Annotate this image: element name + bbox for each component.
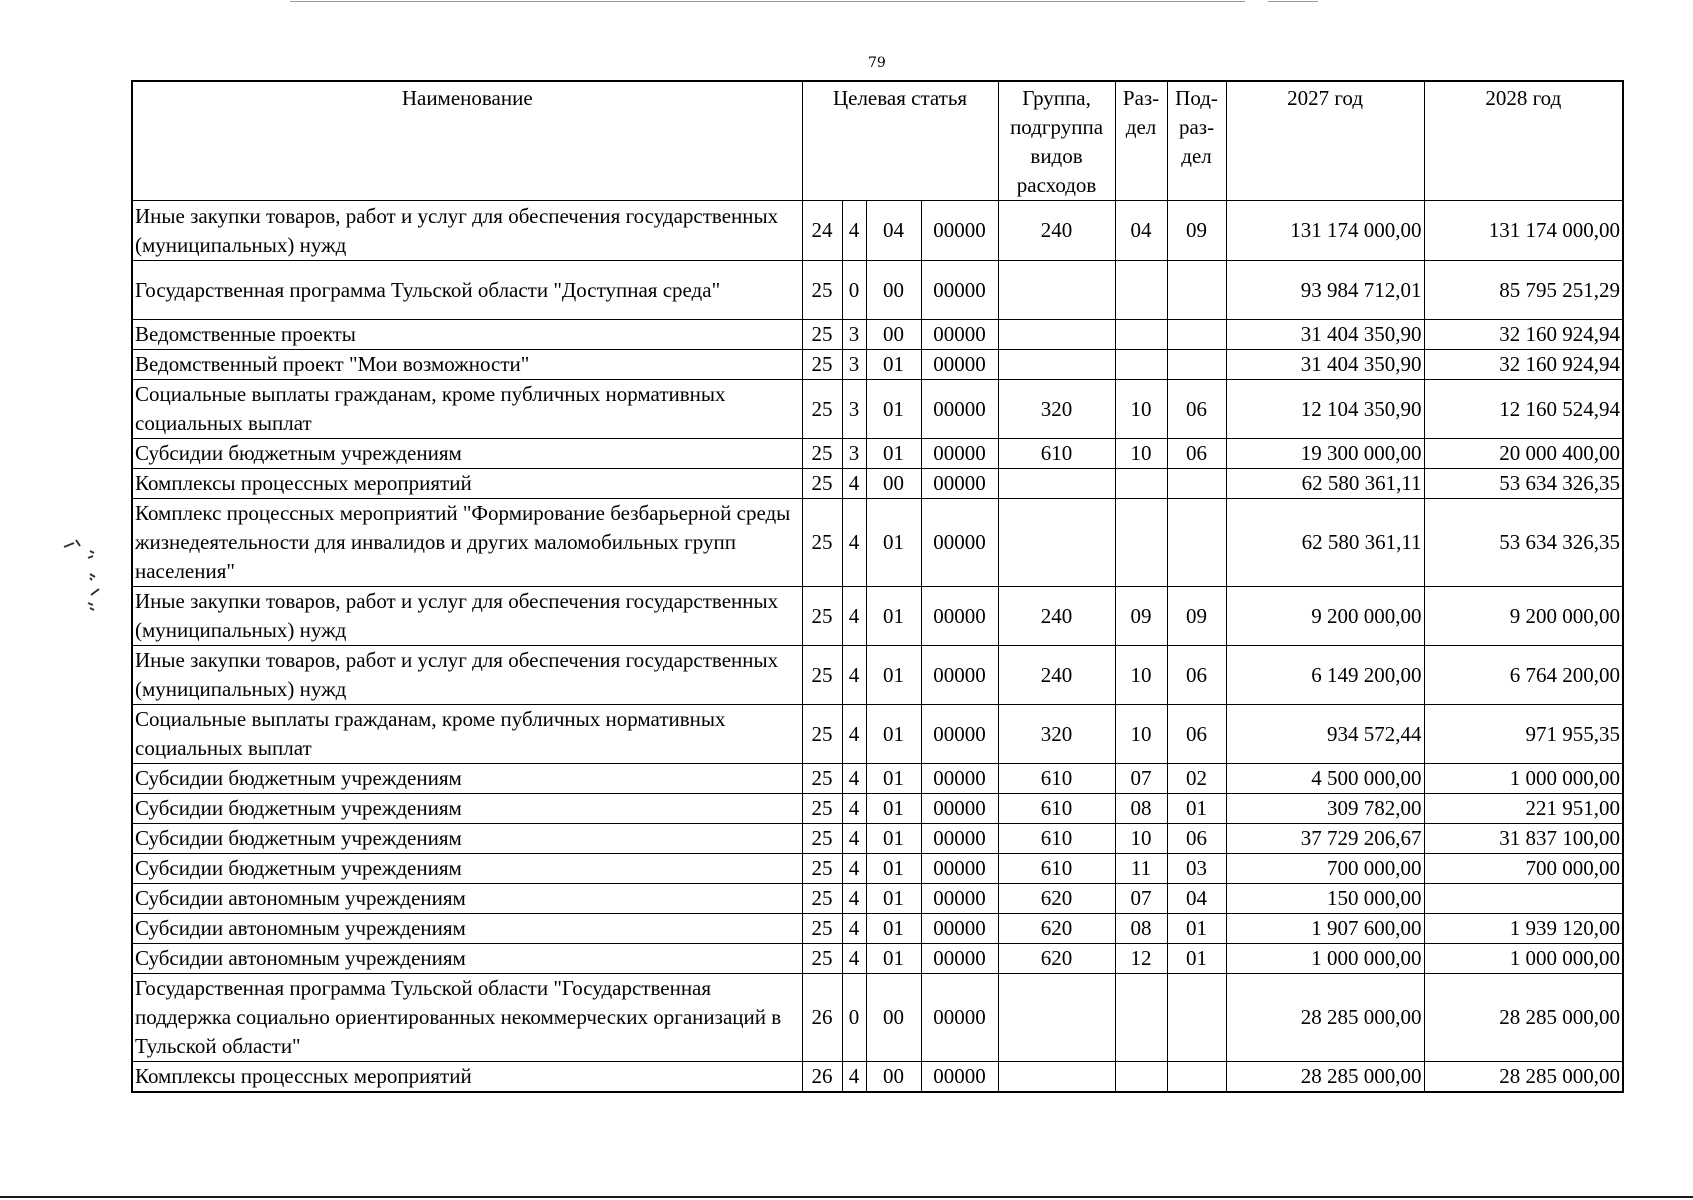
expense-group bbox=[998, 350, 1115, 380]
amount-2027: 1 907 600,00 bbox=[1226, 914, 1424, 944]
target-code-1: 25 bbox=[802, 764, 842, 794]
expense-group bbox=[998, 469, 1115, 499]
target-code-1: 25 bbox=[802, 439, 842, 469]
expense-group bbox=[998, 499, 1115, 587]
amount-2027: 28 285 000,00 bbox=[1226, 1062, 1424, 1093]
target-code-1: 26 bbox=[802, 974, 842, 1062]
target-code-3: 01 bbox=[866, 350, 921, 380]
amount-2027: 93 984 712,01 bbox=[1226, 261, 1424, 320]
table-row bbox=[132, 1062, 1623, 1093]
target-code-3: 01 bbox=[866, 439, 921, 469]
amount-2027: 9 200 000,00 bbox=[1226, 587, 1424, 646]
expense-group: 240 bbox=[998, 646, 1115, 705]
target-code-3: 01 bbox=[866, 380, 921, 439]
row-name: Субсидии бюджетным учреждениям bbox=[132, 824, 802, 854]
target-code-4: 00000 bbox=[921, 499, 998, 587]
budget-table-wrapper bbox=[131, 80, 1622, 1093]
section: 11 bbox=[1115, 854, 1167, 884]
table-row bbox=[132, 794, 1623, 824]
amount-2028: 28 285 000,00 bbox=[1424, 974, 1623, 1062]
table-row bbox=[132, 201, 1623, 261]
amount-2027: 131 174 000,00 bbox=[1226, 201, 1424, 261]
section: 07 bbox=[1115, 764, 1167, 794]
amount-2027: 6 149 200,00 bbox=[1226, 646, 1424, 705]
row-name: Субсидии бюджетным учреждениям bbox=[132, 854, 802, 884]
bottom-scan-rule bbox=[0, 1196, 1693, 1198]
top-scan-rule-short bbox=[1268, 1, 1318, 2]
target-code-4: 00000 bbox=[921, 320, 998, 350]
row-name: Субсидии бюджетным учреждениям bbox=[132, 794, 802, 824]
amount-2027: 31 404 350,90 bbox=[1226, 350, 1424, 380]
target-code-3: 00 bbox=[866, 320, 921, 350]
target-code-3: 00 bbox=[866, 1062, 921, 1093]
table-row bbox=[132, 380, 1623, 439]
subsection: 06 bbox=[1167, 705, 1226, 764]
amount-2027: 934 572,44 bbox=[1226, 705, 1424, 764]
subsection bbox=[1167, 974, 1226, 1062]
amount-2028: 1 000 000,00 bbox=[1424, 944, 1623, 974]
target-code-4: 00000 bbox=[921, 646, 998, 705]
row-name: Иные закупки товаров, работ и услуг для обеспечения государственных (муниципальных) нужд bbox=[132, 646, 802, 705]
expense-group: 610 bbox=[998, 854, 1115, 884]
amount-2028: 131 174 000,00 bbox=[1424, 201, 1623, 261]
header-name: Наименование bbox=[132, 81, 802, 201]
target-code-2: 4 bbox=[842, 884, 866, 914]
amount-2027: 309 782,00 bbox=[1226, 794, 1424, 824]
section: 10 bbox=[1115, 705, 1167, 764]
section: 10 bbox=[1115, 646, 1167, 705]
target-code-3: 01 bbox=[866, 499, 921, 587]
target-code-2: 0 bbox=[842, 974, 866, 1062]
expense-group: 620 bbox=[998, 914, 1115, 944]
target-code-3: 01 bbox=[866, 944, 921, 974]
amount-2028: 53 634 326,35 bbox=[1424, 499, 1623, 587]
expense-group: 320 bbox=[998, 705, 1115, 764]
target-code-1: 25 bbox=[802, 646, 842, 705]
subsection: 02 bbox=[1167, 764, 1226, 794]
table-row bbox=[132, 350, 1623, 380]
section bbox=[1115, 974, 1167, 1062]
target-code-3: 01 bbox=[866, 705, 921, 764]
target-code-1: 25 bbox=[802, 587, 842, 646]
target-code-3: 00 bbox=[866, 261, 921, 320]
section bbox=[1115, 469, 1167, 499]
target-code-2: 3 bbox=[842, 380, 866, 439]
target-code-3: 04 bbox=[866, 201, 921, 261]
table-row bbox=[132, 824, 1623, 854]
target-code-1: 25 bbox=[802, 261, 842, 320]
target-code-2: 4 bbox=[842, 824, 866, 854]
subsection: 06 bbox=[1167, 824, 1226, 854]
section bbox=[1115, 261, 1167, 320]
target-code-2: 4 bbox=[842, 499, 866, 587]
target-code-2: 3 bbox=[842, 439, 866, 469]
section bbox=[1115, 1062, 1167, 1093]
row-name: Субсидии бюджетным учреждениям bbox=[132, 439, 802, 469]
subsection: 03 bbox=[1167, 854, 1226, 884]
target-code-4: 00000 bbox=[921, 794, 998, 824]
subsection bbox=[1167, 350, 1226, 380]
target-code-4: 00000 bbox=[921, 201, 998, 261]
target-code-3: 01 bbox=[866, 794, 921, 824]
target-code-4: 00000 bbox=[921, 824, 998, 854]
amount-2027: 1 000 000,00 bbox=[1226, 944, 1424, 974]
amount-2028: 971 955,35 bbox=[1424, 705, 1623, 764]
header-subsection: Под-раз-дел bbox=[1167, 81, 1226, 201]
row-name: Субсидии автономным учреждениям bbox=[132, 884, 802, 914]
expense-group: 610 bbox=[998, 764, 1115, 794]
target-code-4: 00000 bbox=[921, 705, 998, 764]
table-row bbox=[132, 261, 1623, 320]
target-code-4: 00000 bbox=[921, 587, 998, 646]
target-code-2: 4 bbox=[842, 469, 866, 499]
section: 10 bbox=[1115, 824, 1167, 854]
target-code-2: 4 bbox=[842, 764, 866, 794]
expense-group bbox=[998, 261, 1115, 320]
section: 07 bbox=[1115, 884, 1167, 914]
target-code-2: 4 bbox=[842, 201, 866, 261]
expense-group: 240 bbox=[998, 201, 1115, 261]
amount-2027: 37 729 206,67 bbox=[1226, 824, 1424, 854]
target-code-4: 00000 bbox=[921, 380, 998, 439]
amount-2027: 700 000,00 bbox=[1226, 854, 1424, 884]
table-row bbox=[132, 439, 1623, 469]
amount-2027: 28 285 000,00 bbox=[1226, 974, 1424, 1062]
target-code-2: 4 bbox=[842, 914, 866, 944]
amount-2027: 62 580 361,11 bbox=[1226, 499, 1424, 587]
section: 09 bbox=[1115, 587, 1167, 646]
target-code-2: 3 bbox=[842, 320, 866, 350]
target-code-1: 25 bbox=[802, 794, 842, 824]
table-row bbox=[132, 587, 1623, 646]
table-row bbox=[132, 764, 1623, 794]
table-row bbox=[132, 499, 1623, 587]
amount-2028: 32 160 924,94 bbox=[1424, 350, 1623, 380]
amount-2028: 9 200 000,00 bbox=[1424, 587, 1623, 646]
expense-group: 240 bbox=[998, 587, 1115, 646]
row-name: Иные закупки товаров, работ и услуг для обеспечения государственных (муниципальных) нужд bbox=[132, 201, 802, 261]
section: 04 bbox=[1115, 201, 1167, 261]
amount-2027: 4 500 000,00 bbox=[1226, 764, 1424, 794]
target-code-1: 25 bbox=[802, 350, 842, 380]
target-code-4: 00000 bbox=[921, 974, 998, 1062]
target-code-3: 00 bbox=[866, 974, 921, 1062]
section: 08 bbox=[1115, 794, 1167, 824]
page-number: 79 bbox=[868, 55, 886, 71]
table-row bbox=[132, 974, 1623, 1062]
row-name: Ведомственные проекты bbox=[132, 320, 802, 350]
row-name: Субсидии автономным учреждениям bbox=[132, 944, 802, 974]
subsection: 01 bbox=[1167, 914, 1226, 944]
header-target-article: Целевая статья bbox=[802, 81, 998, 201]
row-name: Комплексы процессных мероприятий bbox=[132, 469, 802, 499]
table-row bbox=[132, 646, 1623, 705]
target-code-3: 00 bbox=[866, 469, 921, 499]
target-code-4: 00000 bbox=[921, 764, 998, 794]
target-code-1: 26 bbox=[802, 1062, 842, 1093]
subsection bbox=[1167, 499, 1226, 587]
target-code-1: 25 bbox=[802, 320, 842, 350]
amount-2027: 19 300 000,00 bbox=[1226, 439, 1424, 469]
subsection: 01 bbox=[1167, 794, 1226, 824]
expense-group: 610 bbox=[998, 439, 1115, 469]
expense-group bbox=[998, 1062, 1115, 1093]
target-code-3: 01 bbox=[866, 854, 921, 884]
target-code-1: 25 bbox=[802, 884, 842, 914]
table-header-row bbox=[132, 81, 1623, 201]
amount-2028: 700 000,00 bbox=[1424, 854, 1623, 884]
row-name: Комплекс процессных мероприятий "Формирование безбарьерной среды жизнедеятельности для инвалидов и других маломобильных групп населения" bbox=[132, 499, 802, 587]
section: 10 bbox=[1115, 439, 1167, 469]
row-name: Государственная программа Тульской области "Доступная среда" bbox=[132, 261, 802, 320]
subsection: 01 bbox=[1167, 944, 1226, 974]
subsection: 09 bbox=[1167, 587, 1226, 646]
target-code-4: 00000 bbox=[921, 1062, 998, 1093]
target-code-2: 0 bbox=[842, 261, 866, 320]
subsection: 06 bbox=[1167, 380, 1226, 439]
table-row bbox=[132, 884, 1623, 914]
row-name: Социальные выплаты гражданам, кроме публичных нормативных социальных выплат bbox=[132, 705, 802, 764]
target-code-2: 4 bbox=[842, 794, 866, 824]
header-year-2028: 2028 год bbox=[1424, 81, 1623, 201]
target-code-4: 00000 bbox=[921, 914, 998, 944]
target-code-1: 25 bbox=[802, 380, 842, 439]
target-code-4: 00000 bbox=[921, 439, 998, 469]
target-code-3: 01 bbox=[866, 764, 921, 794]
subsection: 09 bbox=[1167, 201, 1226, 261]
target-code-1: 25 bbox=[802, 824, 842, 854]
table-row bbox=[132, 705, 1623, 764]
subsection: 06 bbox=[1167, 439, 1226, 469]
amount-2028: 6 764 200,00 bbox=[1424, 646, 1623, 705]
target-code-4: 00000 bbox=[921, 944, 998, 974]
expense-group: 320 bbox=[998, 380, 1115, 439]
budget-table bbox=[131, 80, 1624, 1093]
table-row bbox=[132, 320, 1623, 350]
subsection bbox=[1167, 261, 1226, 320]
row-name: Ведомственный проект "Мои возможности" bbox=[132, 350, 802, 380]
subsection: 06 bbox=[1167, 646, 1226, 705]
row-name: Иные закупки товаров, работ и услуг для обеспечения государственных (муниципальных) нужд bbox=[132, 587, 802, 646]
amount-2028: 221 951,00 bbox=[1424, 794, 1623, 824]
target-code-4: 00000 bbox=[921, 469, 998, 499]
target-code-3: 01 bbox=[866, 884, 921, 914]
section: 10 bbox=[1115, 380, 1167, 439]
section bbox=[1115, 320, 1167, 350]
target-code-3: 01 bbox=[866, 587, 921, 646]
amount-2028: 85 795 251,29 bbox=[1424, 261, 1623, 320]
section: 08 bbox=[1115, 914, 1167, 944]
table-row bbox=[132, 914, 1623, 944]
amount-2027: 62 580 361,11 bbox=[1226, 469, 1424, 499]
top-scan-rule bbox=[290, 1, 1245, 2]
target-code-2: 4 bbox=[842, 705, 866, 764]
target-code-4: 00000 bbox=[921, 884, 998, 914]
amount-2028: 12 160 524,94 bbox=[1424, 380, 1623, 439]
header-section: Раз-дел bbox=[1115, 81, 1167, 201]
amount-2028: 31 837 100,00 bbox=[1424, 824, 1623, 854]
subsection bbox=[1167, 469, 1226, 499]
amount-2028: 53 634 326,35 bbox=[1424, 469, 1623, 499]
row-name: Субсидии бюджетным учреждениям bbox=[132, 764, 802, 794]
margin-pen-marks bbox=[60, 530, 110, 630]
target-code-3: 01 bbox=[866, 914, 921, 944]
row-name: Субсидии автономным учреждениям bbox=[132, 914, 802, 944]
target-code-4: 00000 bbox=[921, 350, 998, 380]
amount-2028 bbox=[1424, 884, 1623, 914]
amount-2027: 31 404 350,90 bbox=[1226, 320, 1424, 350]
target-code-1: 24 bbox=[802, 201, 842, 261]
amount-2028: 20 000 400,00 bbox=[1424, 439, 1623, 469]
subsection bbox=[1167, 1062, 1226, 1093]
target-code-1: 25 bbox=[802, 705, 842, 764]
table-row bbox=[132, 469, 1623, 499]
expense-group bbox=[998, 974, 1115, 1062]
expense-group bbox=[998, 320, 1115, 350]
amount-2028: 1 939 120,00 bbox=[1424, 914, 1623, 944]
target-code-1: 25 bbox=[802, 469, 842, 499]
target-code-4: 00000 bbox=[921, 261, 998, 320]
section bbox=[1115, 350, 1167, 380]
subsection: 04 bbox=[1167, 884, 1226, 914]
row-name: Государственная программа Тульской области "Государственная поддержка социально ориентированных некоммерческих организаций в Тульской области" bbox=[132, 974, 802, 1062]
table-row bbox=[132, 854, 1623, 884]
amount-2028: 32 160 924,94 bbox=[1424, 320, 1623, 350]
target-code-1: 25 bbox=[802, 499, 842, 587]
target-code-2: 4 bbox=[842, 944, 866, 974]
expense-group: 610 bbox=[998, 824, 1115, 854]
row-name: Социальные выплаты гражданам, кроме публичных нормативных социальных выплат bbox=[132, 380, 802, 439]
target-code-3: 01 bbox=[866, 824, 921, 854]
target-code-1: 25 bbox=[802, 944, 842, 974]
expense-group: 620 bbox=[998, 944, 1115, 974]
header-expense-group: Группа, подгруппа видов расходов bbox=[998, 81, 1115, 201]
expense-group: 620 bbox=[998, 884, 1115, 914]
table-row bbox=[132, 944, 1623, 974]
subsection bbox=[1167, 320, 1226, 350]
section: 12 bbox=[1115, 944, 1167, 974]
row-name: Комплексы процессных мероприятий bbox=[132, 1062, 802, 1093]
expense-group: 610 bbox=[998, 794, 1115, 824]
target-code-2: 4 bbox=[842, 854, 866, 884]
target-code-3: 01 bbox=[866, 646, 921, 705]
target-code-1: 25 bbox=[802, 914, 842, 944]
amount-2028: 28 285 000,00 bbox=[1424, 1062, 1623, 1093]
target-code-1: 25 bbox=[802, 854, 842, 884]
target-code-2: 4 bbox=[842, 1062, 866, 1093]
target-code-2: 4 bbox=[842, 587, 866, 646]
section bbox=[1115, 499, 1167, 587]
amount-2027: 12 104 350,90 bbox=[1226, 380, 1424, 439]
header-year-2027: 2027 год bbox=[1226, 81, 1424, 201]
target-code-2: 4 bbox=[842, 646, 866, 705]
target-code-4: 00000 bbox=[921, 854, 998, 884]
amount-2027: 150 000,00 bbox=[1226, 884, 1424, 914]
target-code-2: 3 bbox=[842, 350, 866, 380]
amount-2028: 1 000 000,00 bbox=[1424, 764, 1623, 794]
